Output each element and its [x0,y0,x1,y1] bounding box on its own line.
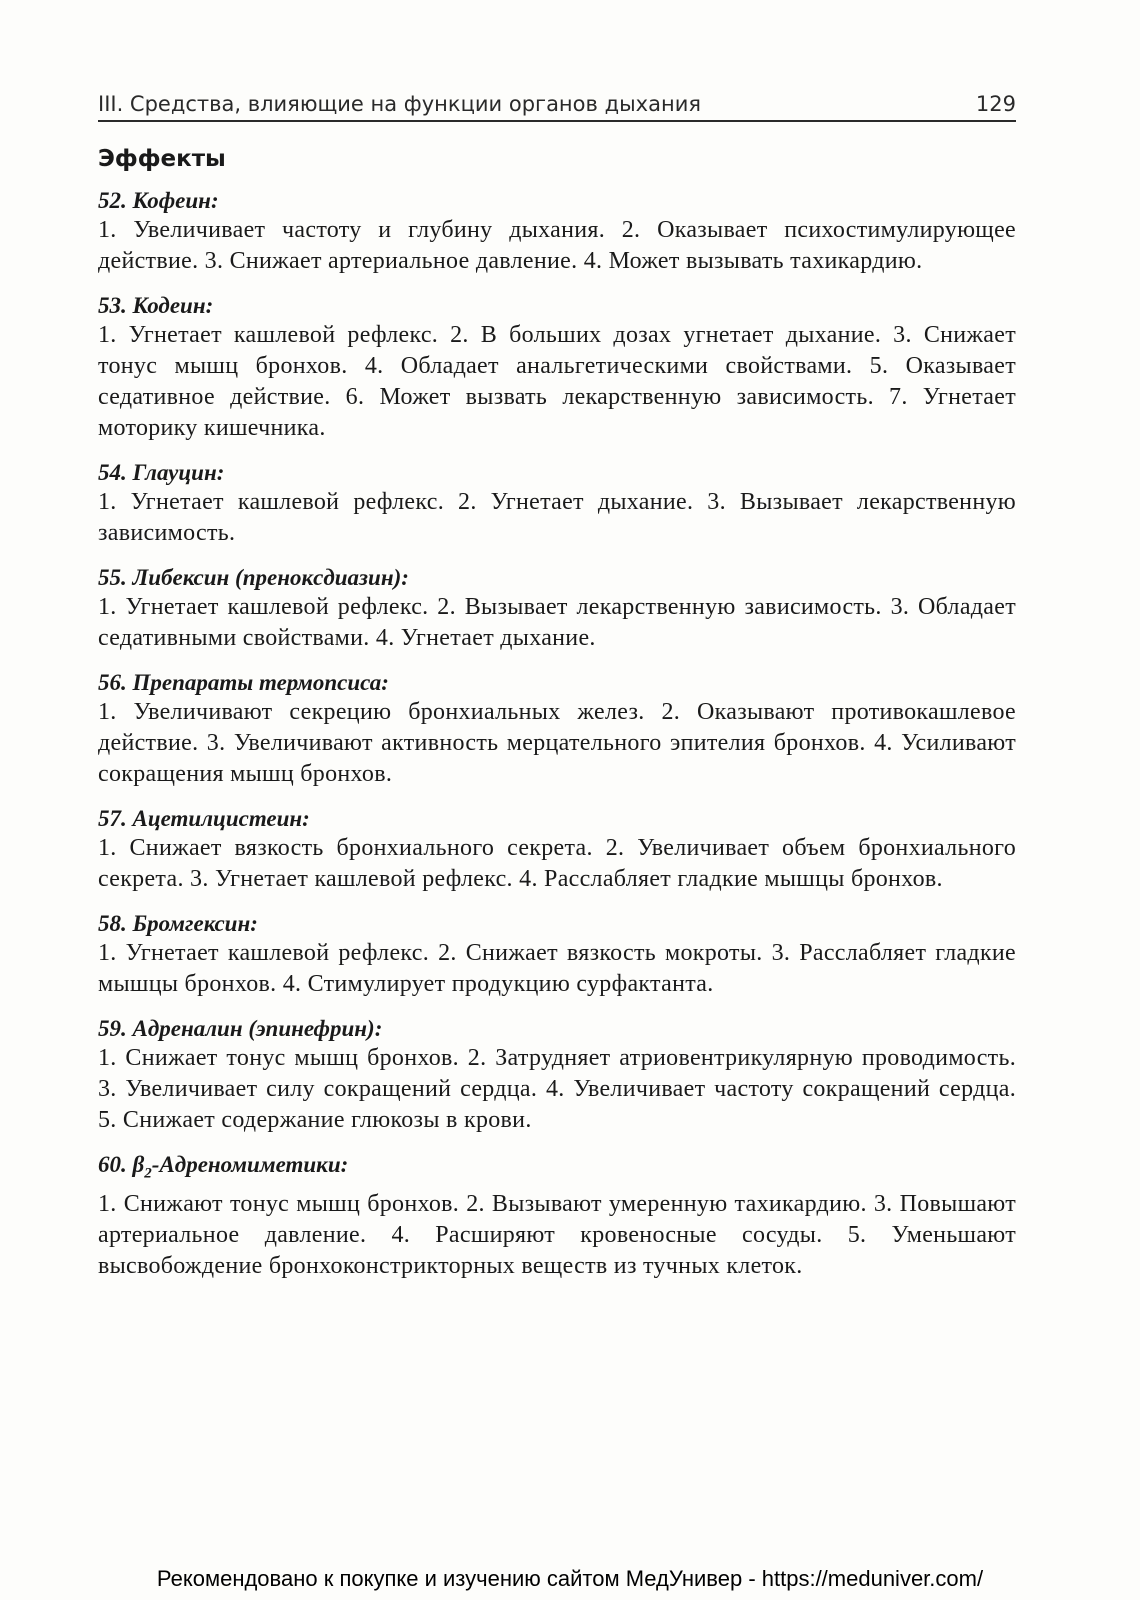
entry-title: 52. Кофеин: [98,188,219,213]
running-header [98,92,1016,122]
entry-title: 56. Препараты термопсиса: [98,670,389,695]
running-header-title: III. Средства, влияющие на функции органов дыхания [98,92,701,116]
entry-54 [98,458,1016,549]
entry-text: 1. Снижает вязкость бронхиального секрета. 2. Увеличивает объем бронхиального секрета. 3. Угнетает кашлевой рефлекс. 4. Расслабляет гладкие мышцы бронхов. [98,835,1016,892]
entry-title: 53. Кодеин: [98,293,214,318]
entry-title: 55. Либексин (пренокcдиазин): [98,565,409,590]
entry-text: 1. Угнетает кашлевой рефлекс. 2. Угнетает дыхание. 3. Вызывает лекарственную зависимость. [98,489,1016,546]
entry-53 [98,291,1016,444]
entry-title: 57. Ацетилцистеин: [98,806,310,831]
entry-59 [98,1014,1016,1136]
entry-57 [98,804,1016,895]
page [98,92,1016,1296]
entry-title [98,1150,1016,1189]
entry-title-prefix: 60. β [98,1152,145,1177]
footer-recommendation: Рекомендовано к покупке и изучению сайтом МедУнивер - https://meduniver.com/ [156,1566,984,1591]
entry-title: 59. Адреналин (эпинефрин): [98,1016,383,1041]
entry-text: 1. Снижает тонус мышц бронхов. 2. Затрудняет атриовентрикулярную проводимость. 3. Увеличивает силу сокращений сердца. 4. Увеличивает частоту сокращений сердца. 5. Снижает содержание глюкозы в крови. [98,1045,1016,1133]
page-number: 129 [975,92,1016,116]
entry-52 [98,186,1016,277]
entry-text: 1. Угнетает кашлевой рефлекс. 2. Вызывает лекарственную зависимость. 3. Обладает седативными свойствами. 4. Угнетает дыхание. [98,594,1016,651]
entry-56 [98,668,1016,790]
entry-text: 1. Увеличивает частоту и глубину дыхания. 2. Оказывает психостимулирующее действие. 3. Снижает артериальное давление. 4. Может вызывать тахикардию. [98,217,1016,274]
section-title: Эффекты [98,146,226,172]
entry-text: 1. Снижают тонус мышц бронхов. 2. Вызывают умеренную тахикардию. 3. Повышают артериальное давление. 4. Расширяют кровеносные сосуды. 5. Уменьшают высвобождение бронхоконстрикторных веществ из тучных клеток. [98,1190,1016,1279]
entry-title: 54. Глауцин: [98,460,225,485]
entry-title-subscript: 2 [144,1165,152,1182]
entry-58 [98,909,1016,1000]
entry-text: 1. Угнетает кашлевой рефлекс. 2. В больших дозах угнетает дыхание. 3. Снижает тонус мышц бронхов. 4. Обладает анальгетическими свойствами. 5. Оказывает седативное действие. 6. Может вызвать лекарственную зависимость. 7. Угнетает моторику кишечника. [98,322,1016,441]
entry-text: 1. Угнетает кашлевой рефлекс. 2. Снижает вязкость мокроты. 3. Расслабляет гладкие мышцы бронхов. 4. Стимулирует продукцию сурфактанта. [98,940,1016,997]
entry-60 [98,1150,1016,1282]
entry-title-suffix: -Адреномиметики: [151,1152,349,1177]
entry-55 [98,563,1016,654]
entry-text: 1. Увеличивают секрецию бронхиальных желез. 2. Оказывают противокашлевое действие. 3. Увеличивают активность мерцательного эпителия бронхов. 4. Усиливают сокращения мышц бронхов. [98,699,1016,787]
entry-title: 58. Бромгексин: [98,911,258,936]
